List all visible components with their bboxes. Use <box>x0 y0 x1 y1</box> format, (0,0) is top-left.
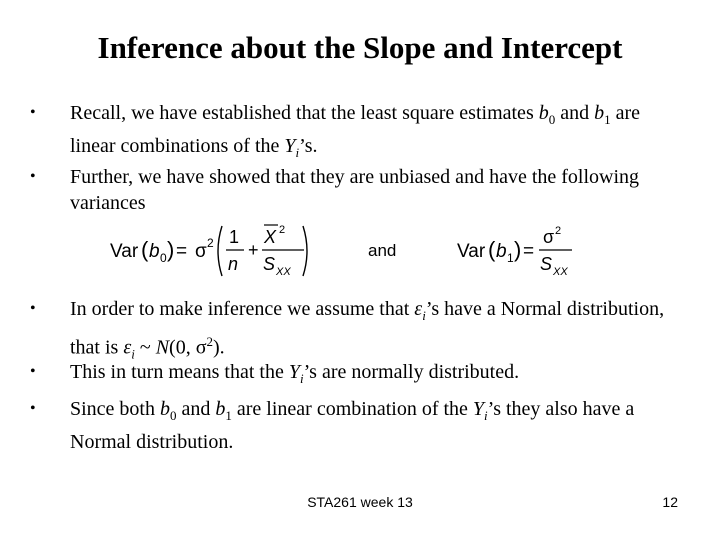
bullet-marker: • <box>30 168 36 185</box>
b-symbol: b <box>496 241 507 262</box>
equals-sign: = <box>523 241 535 262</box>
denominator-n: n <box>228 254 239 274</box>
bullet-3 <box>30 296 670 368</box>
bullet-2-text: Further, we have showed that they are unbiased and have the following variances <box>70 166 640 214</box>
bullet-2 <box>30 164 670 216</box>
footer-course-label: STA261 week 13 <box>307 494 413 510</box>
equals-sign: = <box>176 241 188 262</box>
var-label: Var <box>110 241 139 262</box>
paren: ( <box>488 237 496 262</box>
subscript: 1 <box>507 251 514 265</box>
subscript: 0 <box>160 251 167 265</box>
s-symbol: S <box>540 254 553 274</box>
bullet-1-text: Recall, we have established that the least square estimates $b_0$ and $b_1$ are linear combinations of the $Y_i’s$. <box>70 102 641 160</box>
bullet-marker: • <box>30 400 36 417</box>
bullet-marker: • <box>30 363 36 380</box>
b-symbol: b <box>149 241 160 262</box>
superscript: 2 <box>207 236 214 250</box>
bullet-1 <box>30 100 670 166</box>
paren: ) <box>167 237 175 262</box>
s-symbol: S <box>263 254 276 274</box>
paren: ( <box>141 237 149 262</box>
var-b1-formula <box>457 225 572 278</box>
and-word: and <box>368 241 397 260</box>
variance-formula <box>0 212 720 284</box>
right-big-paren <box>303 226 307 276</box>
left-big-paren <box>218 226 222 276</box>
superscript: 2 <box>555 225 562 237</box>
xbar-symbol: X <box>264 227 277 247</box>
superscript: 2 <box>279 224 286 236</box>
plus-sign: + <box>248 240 259 260</box>
bullet-5 <box>30 396 670 455</box>
sigma-symbol: σ <box>195 241 207 262</box>
var-b0-formula <box>110 224 307 278</box>
bullet-4-text: This in turn means that the $Y_i’s$ are normally distributed. <box>70 361 520 386</box>
var-label: Var <box>457 241 486 262</box>
bullet-3-text: In order to make inference we assume that $\varepsilon_i’s$ have a Normal distribution, that is $\varepsilon_i$ ~ N(0, $\sigma^2$). <box>70 298 665 362</box>
sigma-symbol: σ <box>543 227 555 247</box>
bullet-marker: • <box>30 300 36 317</box>
page-number: 12 <box>662 494 678 510</box>
paren: ) <box>514 237 522 262</box>
numerator-one: 1 <box>229 227 240 247</box>
subscript-xx: XX <box>276 266 291 278</box>
bullet-4 <box>30 359 670 392</box>
bullet-5-text: Since both $b_0$ and $b_1$ are linear combination of the $Y_i’s$ they also have a Normal distribution. <box>70 398 635 453</box>
subscript-xx: XX <box>553 266 568 278</box>
slide-title: Inference about the Slope and Intercept <box>97 30 623 65</box>
bullet-marker: • <box>30 104 36 121</box>
